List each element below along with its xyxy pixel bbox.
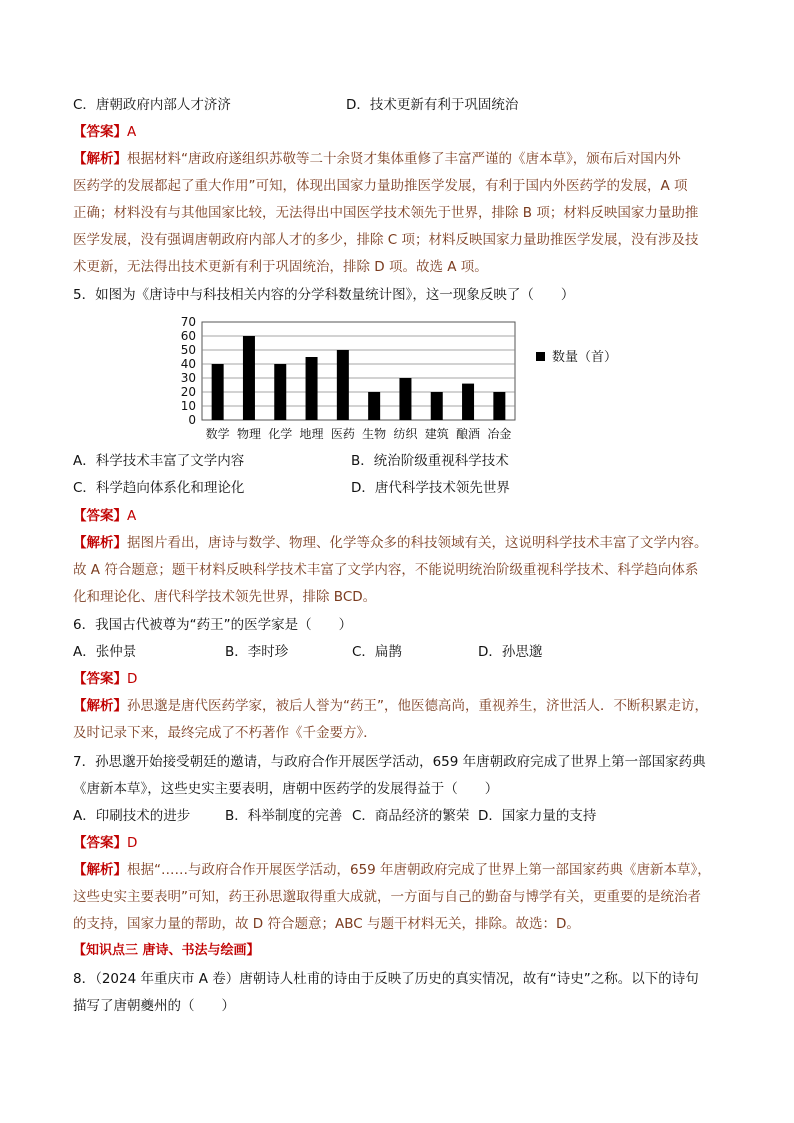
- bar: [368, 392, 380, 420]
- q4-analysis-line: 正确；材料没有与其他国家比较，无法得出中国医学技术领先于世界，排除 B 项；材料反映国家力量助推: [73, 205, 699, 221]
- q5-option-b: B．统治阶级重视科学技术: [351, 453, 509, 469]
- q4-option-c: C．唐朝政府内部人才济济: [73, 97, 231, 113]
- answer-value: A: [127, 508, 137, 524]
- y-tick-label: 30: [180, 371, 196, 385]
- bar: [462, 384, 474, 420]
- q4-answer: [73, 122, 733, 142]
- legend-label: 数量（首）: [552, 350, 618, 365]
- q5-analysis-line: 故 A 符合题意；题干材料反映科学技术丰富了文学内容，不能说明统治阶级重视科学技术、科学趋向体系: [73, 562, 699, 578]
- answer-tag: 【答案】: [73, 508, 127, 524]
- q7-option-d: D．国家力量的支持: [478, 808, 597, 824]
- q7-analysis-line: 【解析】根据“……与政府合作开展医学活动，659 年唐朝政府完成了世界上第一部国家药典《唐新本草》，: [73, 862, 711, 878]
- q6-analysis-line: 及时记录下来，最终完成了不朽著作《千金要方》．: [73, 725, 377, 741]
- q8-stem-line: 描写了唐朝夔州的（ ）: [73, 998, 235, 1014]
- q4-analysis-line: 【解析】根据材料“唐政府遂组织苏敬等二十余贤才集体重修了丰富严谨的《唐本草》，颁布后对国内外: [73, 151, 681, 167]
- analysis-tag: 【解析】: [73, 151, 127, 167]
- q5-option-a: A．科学技术丰富了文学内容: [73, 453, 245, 469]
- analysis-tag: 【解析】: [73, 535, 127, 551]
- bar: [306, 357, 318, 420]
- q7-option-a: A．印刷技术的进步: [73, 808, 191, 824]
- q5-stem: 5．如图为《唐诗中与科技相关内容的分学科数量统计图》，这一现象反映了（ ）: [73, 287, 575, 303]
- q4-option-d: D．技术更新有利于巩固统治: [346, 97, 519, 113]
- q5-option-c: C．科学趋向体系化和理论化: [73, 480, 245, 496]
- answer-tag: 【答案】: [73, 835, 127, 851]
- bar: [337, 350, 349, 420]
- q5-option-d: D．唐代科学技术领先世界: [351, 480, 510, 496]
- y-tick-label: 50: [180, 343, 196, 357]
- q6-option-d: D．孙思邈: [478, 644, 543, 660]
- y-tick-label: 20: [180, 385, 196, 399]
- analysis-tag: 【解析】: [73, 862, 127, 878]
- q6-option-c: C．扁鹊: [352, 644, 402, 660]
- bar: [212, 364, 224, 420]
- bar-chart: [160, 312, 660, 448]
- bar: [431, 392, 443, 420]
- y-tick-label: 40: [180, 357, 196, 371]
- q6-option-b: B．李时珍: [225, 644, 289, 660]
- x-tick-label: 化学: [268, 427, 293, 441]
- x-tick-label: 生物: [362, 427, 387, 441]
- answer-value: D: [127, 671, 138, 687]
- y-tick-label: 10: [180, 399, 196, 413]
- q5-analysis-line: 化和理论化、唐代科学技术领先世界，排除 BCD。: [73, 589, 377, 605]
- q6-answer: [73, 669, 733, 689]
- x-tick-label: 建筑: [424, 427, 449, 441]
- q4-analysis-line: 医药学的发展都起了重大作用”可知，体现出国家力量助推医学发展，有利于国内外医药学的发展，A 项: [73, 178, 688, 194]
- q7-stem-line: 7．孙思邈开始接受朝廷的邀请，与政府合作开展医学活动，659 年唐朝政府完成了世界上第一部国家药典: [73, 754, 706, 770]
- q8-stem-line: 8．（2024 年重庆市 A 卷）唐朝诗人杜甫的诗由于反映了历史的真实情况，故有“诗史”之称。以下的诗句: [73, 971, 699, 987]
- q5-analysis-line: 【解析】据图片看出，唐诗与数学、物理、化学等众多的科技领域有关，这说明科学技术丰富了文学内容。: [73, 535, 708, 551]
- bar: [274, 364, 286, 420]
- bar: [493, 392, 505, 420]
- q6-stem: 6．我国古代被尊为“药王”的医学家是（ ）: [73, 617, 353, 633]
- answer-tag: 【答案】: [73, 124, 127, 140]
- q4-analysis-line: 术更新，无法得出技术更新有利于巩固统治，排除 D 项。故选 A 项。: [73, 259, 488, 275]
- q7-analysis-line: 的支持，国家力量的帮助，故 D 符合题意；ABC 与题干材料无关，排除。故选：D。: [73, 916, 580, 932]
- x-tick-label: 医药: [330, 427, 355, 441]
- answer-value: D: [127, 835, 138, 851]
- y-tick-label: 70: [180, 315, 196, 329]
- q7-stem-line: 《唐新本草》，这些史实主要表明，唐朝中医药学的发展得益于（ ）: [73, 781, 499, 797]
- answer-value: A: [127, 124, 137, 140]
- q7-answer: [73, 833, 733, 853]
- q7-analysis-line: 这些史实主要表明”可知，药王孙思邈取得重大成就，一方面与自己的勤奋与博学有关，更重要的是统治者: [73, 889, 701, 905]
- q4-analysis-line: 医学发展，没有强调唐朝政府内部人才的多少，排除 C 项；材料反映国家力量助推医学发展，没有涉及技: [73, 232, 699, 248]
- q5-answer: [73, 506, 733, 526]
- x-tick-label: 纺织: [393, 427, 418, 441]
- x-tick-label: 冶金: [487, 427, 512, 441]
- x-tick-label: 物理: [236, 427, 261, 441]
- legend-swatch: [536, 352, 545, 361]
- knowledge-point-heading: 【知识点三 唐诗、书法与绘画】: [73, 943, 260, 958]
- y-tick-label: 60: [180, 329, 196, 343]
- q6-analysis-line: 【解析】孙思邈是唐代医药学家，被后人誉为“药王”，他医德高尚，重视养生，济世活人．不断积累走访，: [73, 698, 708, 714]
- q7-option-c: C．商品经济的繁荣: [352, 808, 470, 824]
- bar: [399, 378, 411, 420]
- q7-option-b: B．科举制度的完善: [225, 808, 343, 824]
- answer-tag: 【答案】: [73, 671, 127, 687]
- q6-option-a: A．张仲景: [73, 644, 137, 660]
- x-tick-label: 酿酒: [456, 427, 481, 441]
- y-tick-label: 0: [188, 413, 196, 427]
- x-tick-label: 地理: [299, 427, 324, 441]
- bar: [243, 336, 255, 420]
- analysis-tag: 【解析】: [73, 698, 127, 714]
- x-tick-label: 数学: [205, 427, 230, 441]
